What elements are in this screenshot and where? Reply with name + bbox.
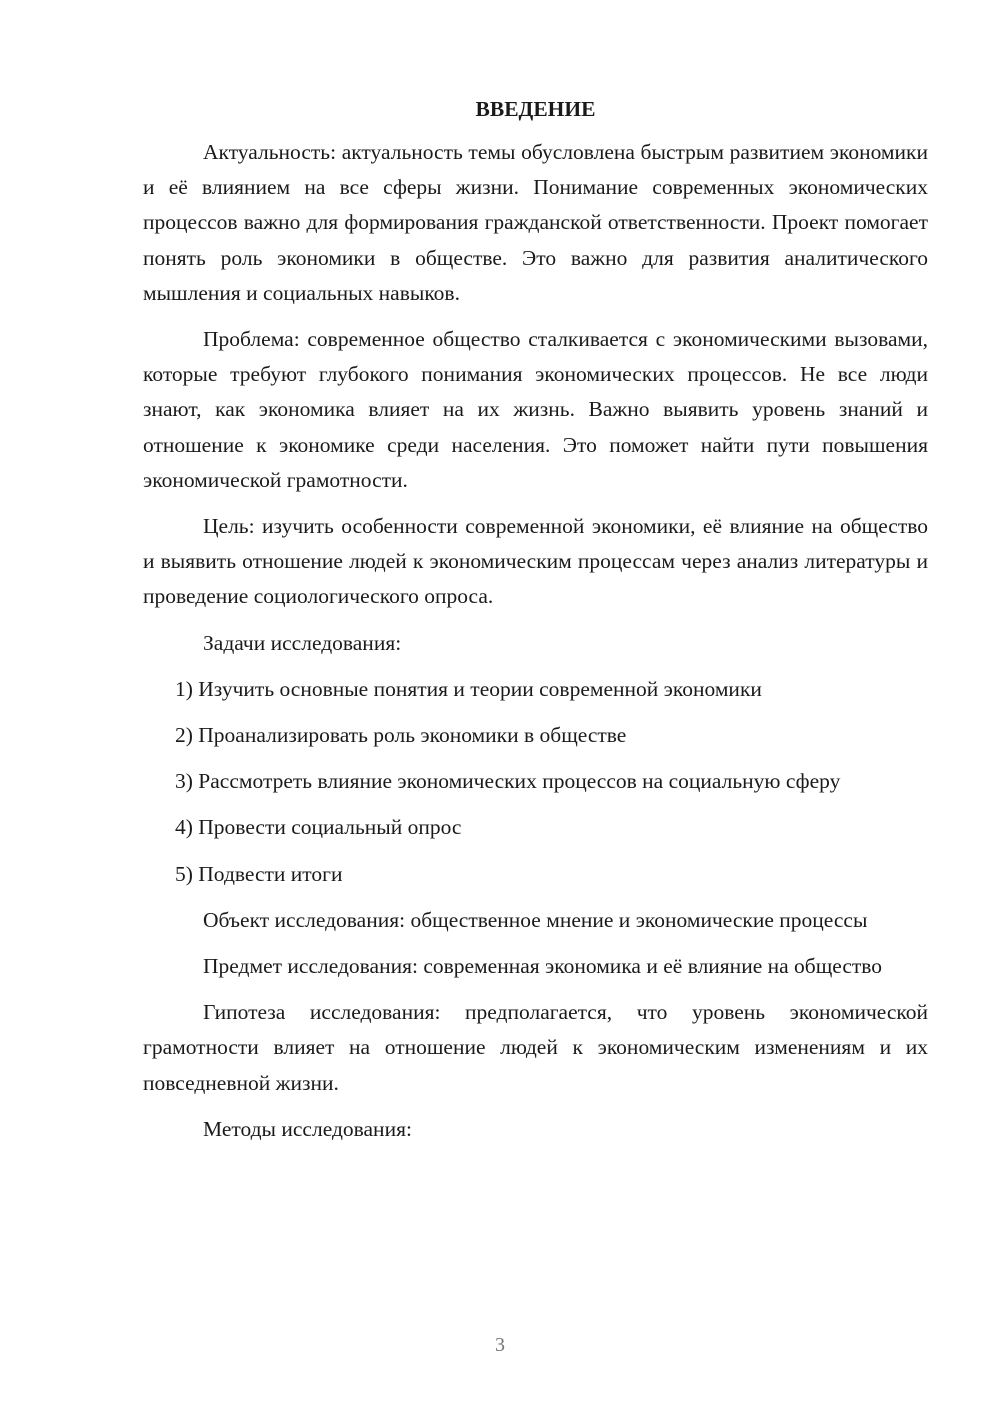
task-item-3: 3) Рассмотреть влияние экономических процессов на социальную сферу [175,769,841,794]
methods-heading: Методы исследования: [203,1116,412,1141]
subject-paragraph: Предмет исследования: современная экономика и её влияние на общество [203,954,883,979]
relevance-paragraph: Актуальность: актуальность темы обусловлена быстрым развитием экономики и её влиянием на все сферы жизни. Понимание современных экономических процессов важно для формирования гражданской ответственности. Проект помогает понять роль экономики в обществе. Это важно для развития аналитического мышления и социальных навыков. [143,140,928,305]
task-item-2: 2) Проанализировать роль экономики в обществе [175,723,627,748]
task-item-4: 4) Провести социальный опрос [175,815,462,840]
tasks-heading: Задачи исследования: [203,630,402,655]
object-paragraph: Объект исследования: общественное мнение и экономические процессы [203,907,868,932]
task-item-1: 1) Изучить основные понятия и теории современной экономики [175,676,762,701]
task-item-5: 5) Подвести итоги [175,861,343,886]
document-page [143,92,928,1158]
page-number: 3 [495,1334,505,1356]
problem-paragraph: Проблема: современное общество сталкивается с экономическими вызовами, которые требуют глубокого понимания экономических процессов. Не все люди знают, как экономика влияет на их жизнь. Важно выявить уровень знаний и отношение к экономике среди населения. Это поможет найти пути повышения экономической грамотности. [143,327,928,492]
section-title: ВВЕДЕНИЕ [475,97,596,121]
goal-paragraph: Цель: изучить особенности современной экономики, её влияние на общество и выявить отношение людей к экономическим процессам через анализ литературы и проведение социологического опроса. [143,514,928,609]
hypothesis-paragraph: Гипотеза исследования: предполагается, что уровень экономической грамотности влияет на отношение людей к экономическим изменениям и их повседневной жизни. [143,1000,928,1095]
